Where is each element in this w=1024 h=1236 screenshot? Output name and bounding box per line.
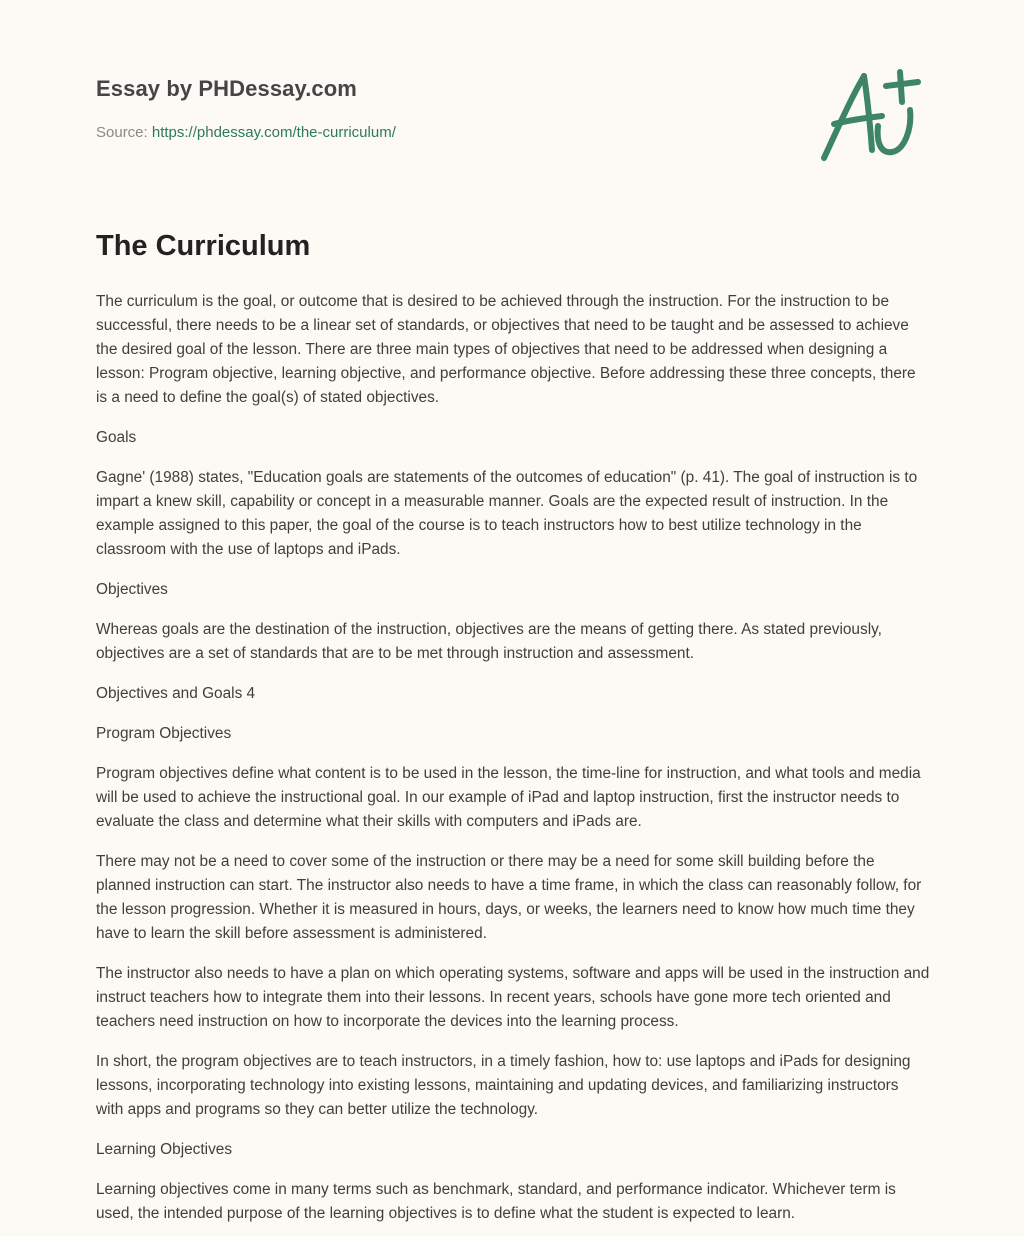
paragraph: There may not be a need to cover some of the instruction or there may be a need for some skill building before the planned instruction can start. The instructor also needs to have a time frame, in which the class can reasonably follow, for the lesson progression. Whether it is measured in hours, days, or weeks, the learners need to know how much time they have to learn the skill before assessment is administered. (96, 853, 922, 942)
paragraph: Gagne' (1988) states, "Education goals are statements of the outcomes of education" (p. 41). The goal of instruction is to impart a knew skill, capability or concept in a measurable manner. Goals are the expected result of instruction. In the example assigned to this paper, the goal of the course is to teach instructors how to best utilize technology in the classroom with the use of laptops and iPads. (96, 469, 918, 558)
article-body (96, 290, 930, 1226)
paragraph: Program objectives define what content is to be used in the lesson, the time-line for instruction, and what tools and media will be used to achieve the instructional goal. In our example of iPad and laptop instruction, first the instructor needs to evaluate the class and determine what their skills with computers and iPads are. (96, 765, 921, 830)
source-link[interactable]: https://phdessay.com/the-curriculum/ (151, 124, 396, 141)
paragraph: In short, the program objectives are to teach instructors, in a timely fashion, how to: use laptops and iPads for designing lessons, incorporating technology into existing lessons, maintaining and updating devices, and familiarizing instructors with apps and programs so they can better utilize the technology. (96, 1053, 911, 1118)
paragraph: Whereas goals are the destination of the instruction, objectives are the means of getting there. As stated previously, objectives are a set of standards that are to be met through instruction and assessment. (96, 621, 882, 662)
page-header (96, 0, 930, 190)
a-plus-logo-icon (820, 66, 930, 166)
section-heading-goals: Goals (96, 429, 137, 446)
source-line (96, 124, 396, 141)
section-heading-learning-objectives: Learning Objectives (96, 1141, 233, 1158)
section-heading-objectives-and-goals: Objectives and Goals 4 (96, 685, 256, 702)
source-label: Source: (96, 124, 148, 141)
section-heading-program-objectives: Program Objectives (96, 725, 232, 742)
paragraph: The instructor also needs to have a plan on which operating systems, software and apps will be used in the instruction and instruct teachers how to integrate them into their lessons. In recent years, schools have gone more tech oriented and teachers need instruction on how to incorporate the devices into the learning process. (96, 965, 930, 1030)
paragraph: The curriculum is the goal, or outcome that is desired to be achieved through the instruction. For the instruction to be successful, there needs to be a linear set of standards, or objectives that need to be taught and be assessed to achieve the desired goal of the lesson. There are three main types of objectives that need to be addressed when designing a lesson: Program objective, learning objective, and performance objective. Before addressing these three concepts, there is a need to define the goal(s) of stated objectives. (96, 293, 916, 406)
article-title: The Curriculum (96, 230, 311, 262)
section-heading-objectives: Objectives (96, 581, 168, 598)
site-title: Essay by PHDessay.com (96, 76, 357, 101)
paragraph: Learning objectives come in many terms such as benchmark, standard, and performance indicator. Whichever term is used, the intended purpose of the learning objectives is to define what the student is expected to learn. (96, 1181, 896, 1222)
